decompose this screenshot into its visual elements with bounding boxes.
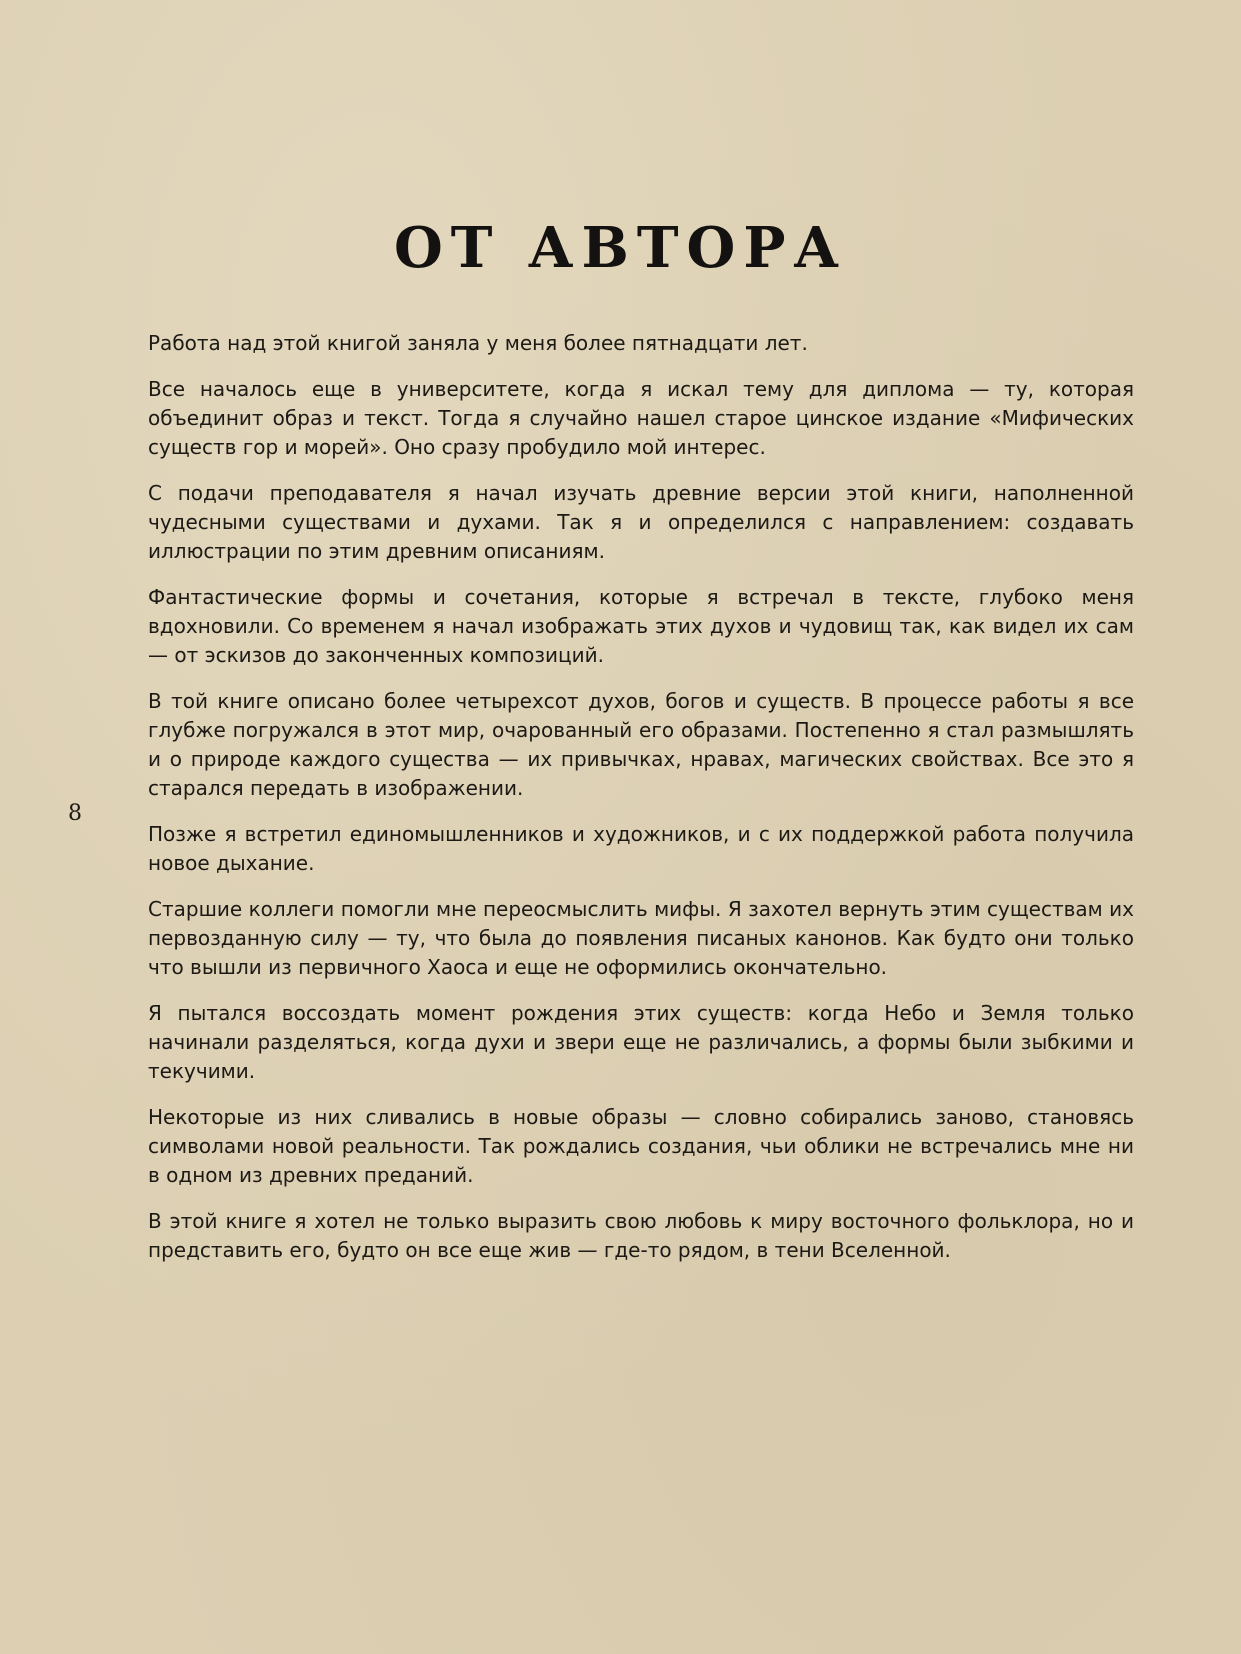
page-title: ОТ АВТОРА bbox=[393, 215, 848, 281]
paragraph: Фантастические формы и сочетания, которые я встречал в тексте, глубоко меня вдохновили. Со временем я начал изображать этих духов и чудовищ так, как видел их сам — от эскизов до законченных композиций. bbox=[148, 585, 1134, 667]
paragraph: В той книге описано более четырехсот духов, богов и существ. В процессе работы я все глубже погружался в этот мир, очарованный его образами. Постепенно я стал размышлять и о природе каждого существа — их привычках, нравах, магических свойствах. Все это я старался передать в изображении. bbox=[148, 689, 1134, 800]
body-text bbox=[148, 329, 1134, 1282]
paragraph: Все началось еще в университете, когда я искал тему для диплома — ту, которая объединит образ и текст. Тогда я случайно нашел старое цинское издание «Мифических существ гор и морей». Оно сразу пробудило мой интерес. bbox=[148, 377, 1134, 459]
paragraph: С подачи преподавателя я начал изучать древние версии этой книги, наполненной чудесными существами и духами. Так я и определился с направлением: создавать иллюстрации по этим древним описаниям. bbox=[148, 481, 1134, 563]
paragraph: Позже я встретил единомышленников и художников, и с их поддержкой работа получила новое дыхание. bbox=[148, 822, 1134, 875]
paragraph: Некоторые из них сливались в новые образы — словно собирались заново, становясь символами новой реальности. Так рождались создания, чьи облики не встречались мне ни в одном из древних преданий. bbox=[148, 1105, 1134, 1187]
paragraph: Старшие коллеги помогли мне переосмыслить мифы. Я захотел вернуть этим существам их первозданную силу — ту, что была до появления писаных канонов. Как будто они только что вышли из первичного Хаоса и еще не оформились окончательно. bbox=[148, 897, 1134, 979]
paragraph: Работа над этой книгой заняла у меня более пятнадцати лет. bbox=[148, 331, 808, 355]
page-number: 8 bbox=[68, 801, 82, 826]
paragraph: В этой книге я хотел не только выразить свою любовь к миру восточного фольклора, но и представить его, будто он все еще жив — где-то рядом, в тени Вселенной. bbox=[148, 1209, 1134, 1262]
paragraph: Я пытался воссоздать момент рождения этих существ: когда Небо и Земля только начинали разделяться, когда духи и звери еще не различались, а формы были зыбкими и текучими. bbox=[148, 1001, 1134, 1083]
